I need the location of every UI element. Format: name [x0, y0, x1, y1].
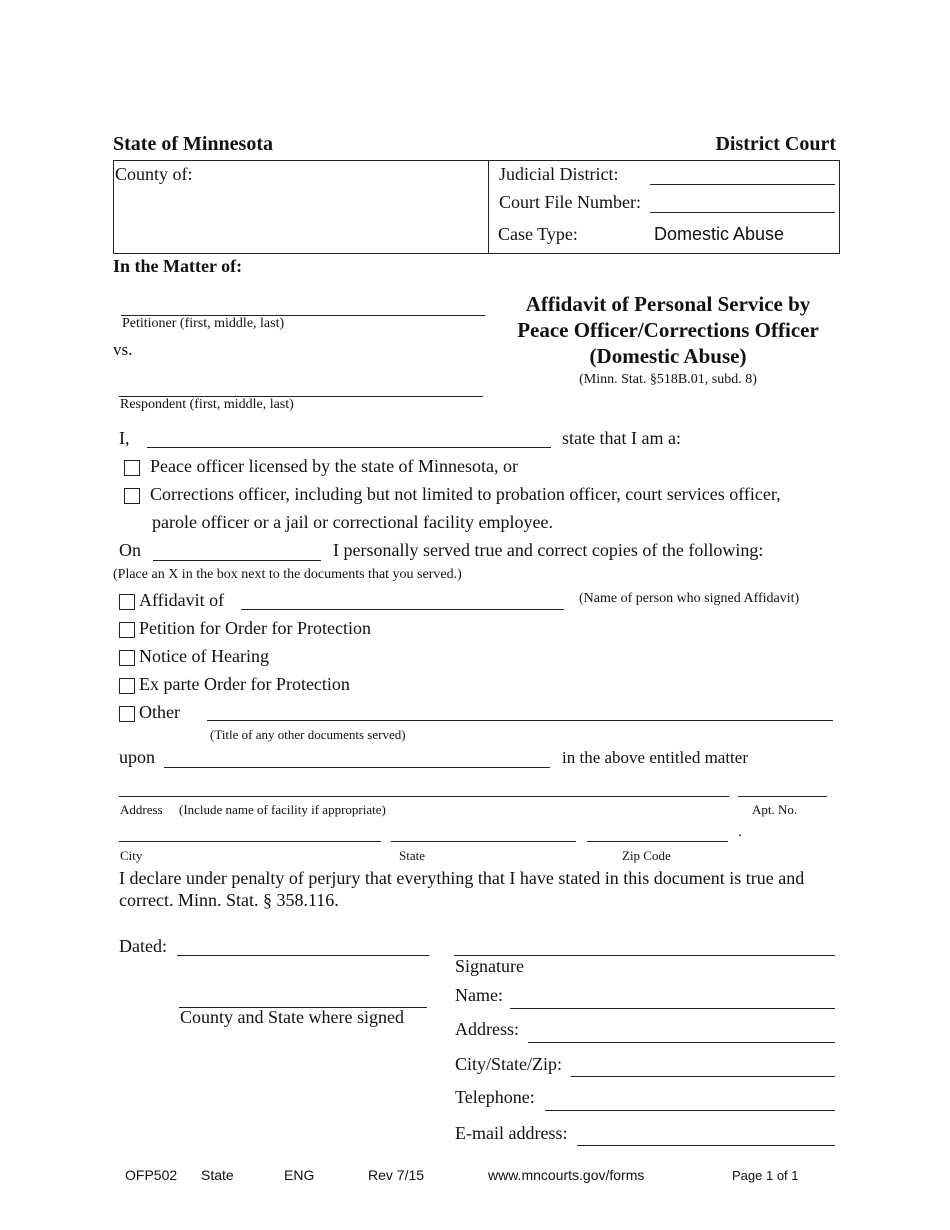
city-label: City: [120, 848, 143, 863]
upon-suffix: in the above entitled matter: [562, 748, 748, 767]
zip-label: Zip Code: [622, 848, 671, 863]
affidavit-hint: (Name of person who signed Affidavit): [579, 591, 800, 606]
court-file-number-field[interactable]: [650, 212, 835, 213]
signer-name-label: Name:: [455, 985, 503, 1005]
service-date-field[interactable]: [153, 560, 321, 561]
footer-revision: Rev 7/15: [368, 1167, 425, 1183]
corrections-officer-label: Corrections officer, including but not limited to probation officer, court services officer,: [150, 484, 781, 504]
affidavit-checkbox[interactable]: [119, 594, 135, 610]
signer-telephone-label: Telephone:: [455, 1087, 535, 1107]
zip-field[interactable]: [587, 841, 728, 842]
apt-field[interactable]: [738, 796, 827, 797]
title-line-3: (Domestic Abuse): [589, 344, 747, 368]
affiant-name-field[interactable]: [147, 447, 551, 448]
judicial-district-label: Judicial District:: [499, 164, 619, 184]
other-documents-field[interactable]: [207, 720, 833, 721]
signer-telephone-field[interactable]: [545, 1110, 835, 1111]
respondent-caption: Respondent (first, middle, last): [120, 397, 294, 412]
court-file-number-label: Court File Number:: [499, 192, 641, 212]
state-label: State: [399, 848, 425, 863]
court-heading: District Court: [715, 133, 836, 155]
on-label: On: [119, 540, 141, 560]
served-instruction: (Place an X in the box next to the documents that you served.): [113, 567, 462, 582]
footer-page: Page 1 of 1: [732, 1168, 799, 1183]
title-line-2: Peace Officer/Corrections Officer: [517, 318, 819, 342]
corrections-officer-checkbox[interactable]: [124, 488, 140, 504]
notice-label: Notice of Hearing: [139, 646, 269, 666]
title-statute: (Minn. Stat. §518B.01, subd. 8): [579, 372, 757, 387]
peace-officer-label: Peace officer licensed by the state of Minnesota, or: [150, 456, 519, 476]
petition-checkbox[interactable]: [119, 622, 135, 638]
state-field[interactable]: [391, 841, 576, 842]
facility-hint: (Include name of facility if appropriate): [179, 802, 386, 817]
petition-label: Petition for Order for Protection: [139, 618, 371, 638]
state-heading: State of Minnesota: [113, 133, 273, 155]
county-label: County of:: [115, 164, 193, 184]
city-field[interactable]: [119, 841, 381, 842]
peace-officer-checkbox[interactable]: [124, 460, 140, 476]
served-text: I personally served true and correct copies of the following:: [333, 540, 764, 560]
other-checkbox[interactable]: [119, 706, 135, 722]
title-line-1: Affidavit of Personal Service by: [525, 292, 811, 316]
apt-label: Apt. No.: [752, 802, 798, 817]
upon-label: upon: [119, 747, 155, 767]
footer-language: ENG: [284, 1167, 315, 1183]
state-that-label: state that I am a:: [562, 428, 681, 448]
other-label: Other: [139, 702, 180, 722]
corrections-officer-label-cont: parole officer or a jail or correctional facility employee.: [152, 512, 553, 532]
ex-parte-checkbox[interactable]: [119, 678, 135, 694]
footer-form-id: OFP502: [125, 1167, 178, 1183]
declaration-line-2: correct. Minn. Stat. § 358.116.: [119, 890, 339, 910]
affidavit-name-field[interactable]: [241, 609, 564, 610]
affidavit-label: Affidavit of: [139, 590, 225, 610]
upon-name-field[interactable]: [164, 767, 550, 768]
declaration-line-1: I declare under penalty of perjury that everything that I have stated in this document is true and: [119, 868, 805, 888]
signer-city-state-zip-label: City/State/Zip:: [455, 1054, 562, 1074]
signer-address-label: Address:: [455, 1019, 519, 1039]
footer-url[interactable]: www.mncourts.gov/forms: [488, 1167, 645, 1183]
signature-label: Signature: [455, 956, 524, 976]
other-hint: (Title of any other documents served): [210, 727, 406, 742]
vs-label: vs.: [113, 340, 133, 359]
signer-city-state-zip-field[interactable]: [571, 1076, 835, 1077]
address-label: Address: [120, 802, 163, 817]
ex-parte-label: Ex parte Order for Protection: [139, 674, 350, 694]
address-field[interactable]: [119, 796, 729, 797]
signer-name-field[interactable]: [510, 1008, 835, 1009]
dated-label: Dated:: [119, 936, 167, 956]
case-type-value: Domestic Abuse: [654, 224, 785, 244]
signer-address-field[interactable]: [528, 1042, 835, 1043]
judicial-district-field[interactable]: [650, 184, 835, 185]
signer-email-label: E-mail address:: [455, 1123, 568, 1143]
petitioner-caption: Petitioner (first, middle, last): [122, 316, 285, 331]
dated-field[interactable]: [177, 955, 429, 956]
case-type-label: Case Type:: [498, 224, 578, 244]
matter-label: In the Matter of:: [113, 256, 243, 276]
footer-state: State: [201, 1167, 234, 1183]
county-state-label: County and State where signed: [180, 1007, 404, 1027]
i-label: I,: [119, 428, 130, 448]
address-dot: .: [738, 824, 742, 840]
notice-checkbox[interactable]: [119, 650, 135, 666]
caption-divider: [488, 161, 489, 253]
signer-email-field[interactable]: [577, 1145, 835, 1146]
